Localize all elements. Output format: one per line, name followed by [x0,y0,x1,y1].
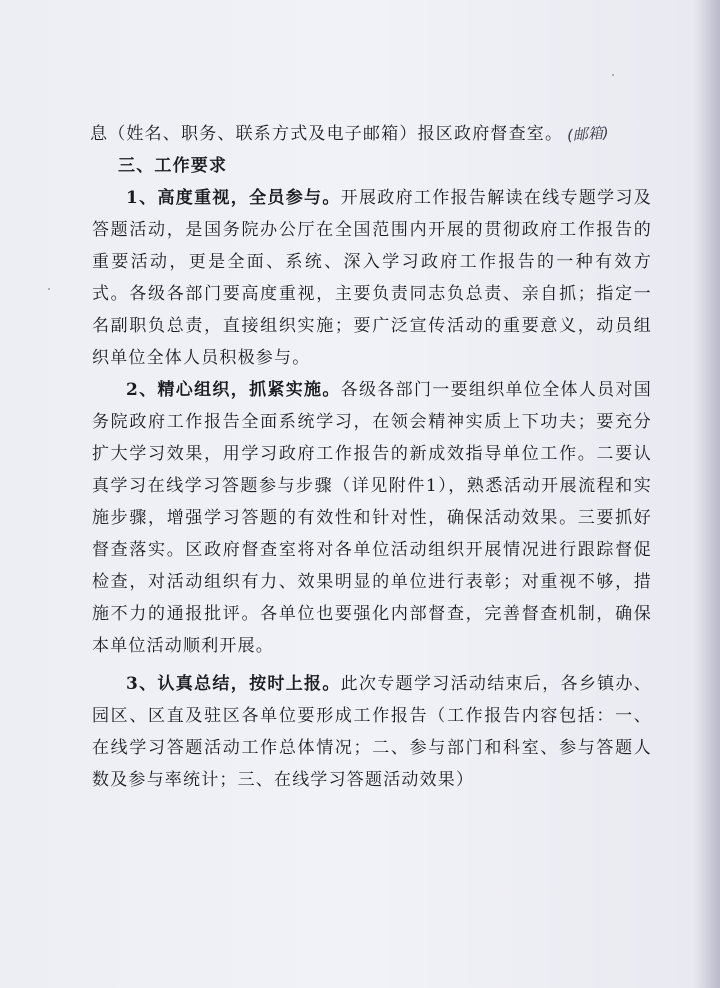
scan-speck [612,74,614,76]
paragraph-item-2 [92,374,652,662]
scan-speck [48,288,50,290]
document-body [92,118,652,796]
text-line-continuation [90,118,652,150]
section-heading: 三、工作要求 [118,156,228,176]
paragraph-item-1 [92,182,652,374]
paragraph-item-3 [92,668,652,796]
page-edge-shadow [698,0,720,988]
item-2-body: 各级各部门一要组织单位全体人员对国务院政府工作报告全面系统学习，在领会精神实质上下功夫；要充分扩大学习效果，用学习政府工作报告的新成效指导单位工作。二要认真学习在线学习答题参与步骤（详见附件1），熟悉活动开展流程和实施步骤，增强学习答题的有效性和针对性，确保活动效果。三要抓好督查落实。区政府督查室将对各单位活动组织开展情况进行跟踪督促检查，对活动组织有力、效果明显的单位进行表彰；对重视不够，措施不力的通报批评。各单位也要强化内部督查，完善督查机制，确保本单位活动顺利开展。 [92,380,652,656]
handwritten-annotation: (邮箱) [566,123,610,145]
item-3-body: 此次专题学习活动结束后，各乡镇办、园区、区直及驻区各单位要形成工作报告（工作报告内容包括：一、在线学习答题活动工作总体情况；二、参与部门和科室、参与答题人数及参与率统计；三、在线学习答题活动效果） [92,674,652,790]
continuation-text: 息（姓名、职务、联系方式及电子邮箱）报区政府督查室。 [90,124,564,144]
item-2-lead: 2、精心组织，抓紧实施。 [126,380,341,400]
item-1-lead: 1、高度重视，全员参与。 [126,188,341,208]
item-3-lead: 3、认真总结，按时上报。 [126,674,341,694]
item-1-body: 开展政府工作报告解读在线专题学习及答题活动，是国务院办公厅在全国范围内开展的贯彻政府工作报告的重要活动，更是全面、系统、深入学习政府工作报告的一种有效方式。各级各部门要高度重视，主要负责同志负总责、亲自抓；指定一名副职负总责，直接组织实施；要广泛宣传活动的重要意义，动员组织单位全体人员积极参与。 [92,188,652,368]
